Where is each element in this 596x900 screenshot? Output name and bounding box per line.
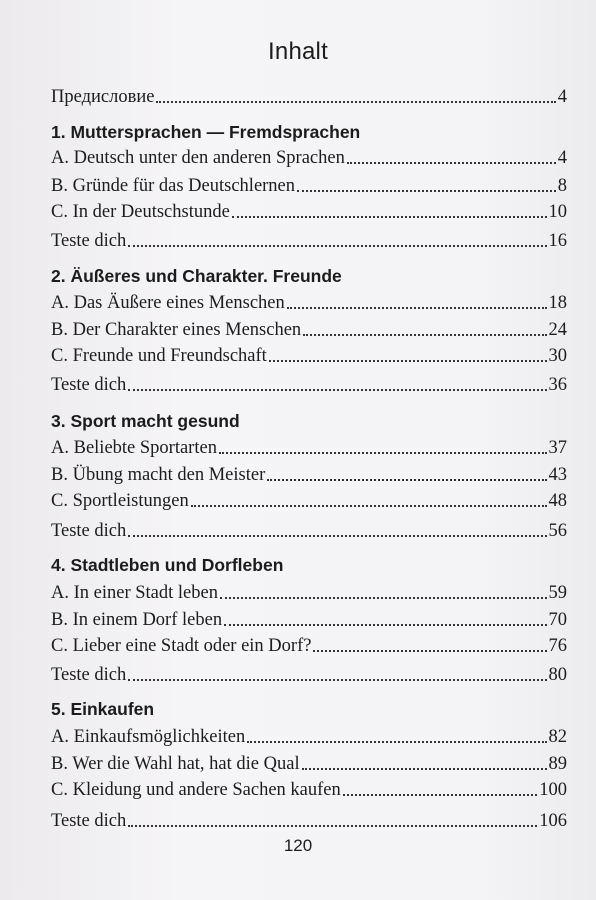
toc-entry-page: 56 [548, 521, 567, 541]
dot-leader [128, 245, 546, 247]
dot-leader [224, 624, 546, 626]
dot-leader [247, 741, 546, 743]
toc-entry-label: C. Kleidung und andere Sachen kaufen [51, 780, 341, 800]
section-heading: 2. Äußeres und Charakter. Freunde [51, 266, 342, 286]
dot-leader [303, 334, 546, 336]
toc-entry-label: A. Das Äußere eines Menschen [51, 293, 285, 313]
toc-entry-page: 24 [548, 320, 567, 340]
section-heading: 3. Sport macht gesund [51, 411, 240, 431]
toc-entry-page: 18 [548, 293, 567, 313]
toc-entry-page: 76 [548, 636, 567, 656]
toc-entry-page: 43 [548, 465, 567, 485]
toc-entry-page: 10 [548, 202, 567, 222]
section-heading: 1. Muttersprachen — Fremdsprachen [51, 122, 361, 142]
toc-entry-label: Teste dich [51, 521, 127, 541]
dot-leader [191, 505, 547, 507]
toc-entry-page: 4 [557, 148, 567, 168]
toc-entry-page: 48 [548, 491, 567, 511]
toc-entry-page: 8 [557, 176, 567, 196]
page-title: Inhalt [268, 38, 328, 65]
dot-leader [302, 768, 547, 770]
toc-entry [51, 516, 567, 542]
page-number: 120 [283, 836, 313, 855]
toc-entry [51, 605, 567, 631]
toc-entry-label: B. Wer die Wahl hat, hat die Qual [51, 754, 300, 774]
toc-entry-label: Teste dich [51, 375, 127, 395]
toc-entry [51, 460, 567, 486]
toc-entry-label: B. Der Charakter eines Menschen [51, 320, 302, 340]
toc-entry-label: C. Sportleistungen [51, 491, 189, 511]
toc-entry [51, 226, 567, 252]
dot-leader [220, 597, 547, 599]
dot-leader [269, 360, 547, 362]
dot-leader [128, 825, 537, 827]
toc-entry-page: 89 [548, 754, 567, 774]
toc-entry-page: 30 [548, 346, 567, 366]
toc-entry-label: B. In einem Dorf leben [51, 610, 223, 630]
dot-leader [128, 389, 546, 391]
toc-entry-label: Teste dich [51, 811, 127, 831]
toc-entry-label: C. Lieber eine Stadt oder ein Dorf? [51, 636, 312, 656]
toc-entry [51, 578, 567, 604]
toc-entry [51, 631, 567, 657]
toc-entry [51, 660, 567, 686]
dot-leader [128, 679, 546, 681]
dot-leader [128, 535, 546, 537]
toc-entry [51, 749, 567, 775]
dot-leader [343, 794, 538, 796]
dot-leader [313, 650, 546, 652]
toc-entry-label: A. Deutsch unter den anderen Sprachen [51, 148, 345, 168]
toc-entry-label: A. Einkaufsmöglichkeiten [51, 727, 246, 747]
toc-entry-label: A. Beliebte Sportarten [51, 438, 217, 458]
toc-entry [51, 171, 567, 197]
toc-entry [51, 775, 567, 801]
toc-entry [51, 486, 567, 512]
toc-entry-page: 100 [539, 780, 567, 800]
dot-leader [267, 479, 546, 481]
section-heading: 5. Einkaufen [51, 699, 155, 719]
toc-entry [51, 341, 567, 367]
toc-entry [51, 806, 567, 832]
dot-leader [347, 162, 556, 164]
toc-entry-page: 37 [548, 438, 567, 458]
toc-entry-page: 106 [539, 811, 567, 831]
toc-entry-page: 82 [548, 727, 567, 747]
dot-leader [297, 190, 556, 192]
toc-entry-label: C. Freunde und Freundschaft [51, 346, 267, 366]
toc-entry-page: 4 [557, 87, 567, 107]
toc-entry [51, 370, 567, 396]
toc-entry [51, 722, 567, 748]
toc-entry [51, 197, 567, 223]
toc-entry-label: Teste dich [51, 665, 127, 685]
toc-entry [51, 315, 567, 341]
toc-entry-page: 70 [548, 610, 567, 630]
toc-entry [51, 143, 567, 169]
toc-entry-page: 80 [548, 665, 567, 685]
dot-leader [287, 307, 547, 309]
toc-entry [51, 82, 567, 108]
toc-entry-label: A. In einer Stadt leben [51, 583, 218, 603]
dot-leader [232, 216, 547, 218]
toc-entry-label: Предисловие [51, 87, 155, 107]
toc-entry-page: 36 [548, 375, 567, 395]
toc-entry-label: B. Gründe für das Deutschlernen [51, 176, 296, 196]
toc-entry-label: B. Übung macht den Meister [51, 465, 266, 485]
toc-entry [51, 288, 567, 314]
toc-entry-page: 59 [548, 583, 567, 603]
toc-entry-label: Teste dich [51, 231, 127, 251]
toc-entry-page: 16 [548, 231, 567, 251]
dot-leader [156, 101, 555, 103]
dot-leader [219, 452, 547, 454]
toc-entry-label: C. In der Deutschstunde [51, 202, 230, 222]
section-heading: 4. Stadtleben und Dorfleben [51, 555, 284, 575]
toc-entry [51, 433, 567, 459]
